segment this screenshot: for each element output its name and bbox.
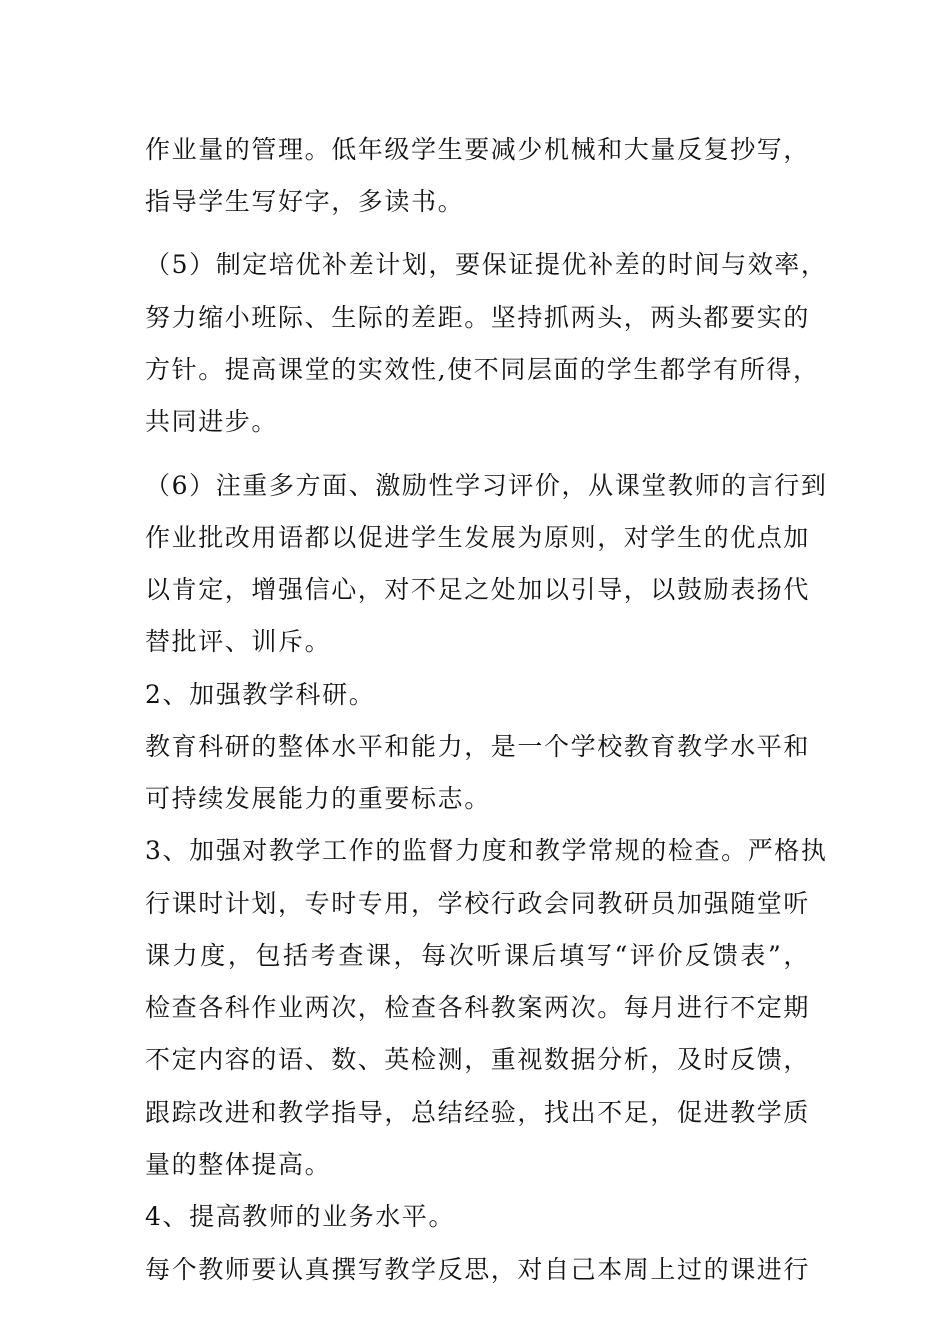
text-line: 跟踪改进和教学指导，总结经验，找出不足，促进教学质: [145, 1098, 811, 1127]
section-heading: 4、提高教师的业务水平。: [145, 1202, 456, 1231]
text-line: 不定内容的语、数、英检测，重视数据分析，及时反馈，: [145, 1045, 811, 1074]
text-line: 检查各科作业两次，检查各科教案两次。每月进行不定期: [145, 993, 811, 1022]
text-line: 指导学生写好字，多读书。: [145, 187, 465, 216]
text-line: 努力缩小班际、生际的差距。坚持抓两头，两头都要实的: [145, 303, 811, 332]
text-line: 量的整体提高。: [145, 1150, 332, 1179]
text-line: 每个教师要认真撰写教学反思，对自己本周上过的课进行: [145, 1255, 811, 1284]
text-line: 方针。提高课堂的实效性,使不同层面的学生都学有所得，: [145, 355, 820, 384]
text-line: 以肯定，增强信心，对不足之处加以引导，以鼓励表扬代: [145, 575, 811, 604]
section-heading: 3、加强对教学工作的监督力度和教学常规的检查。严格执: [145, 836, 828, 865]
text-line: 教育科研的整体水平和能力，是一个学校教育教学水平和: [145, 732, 811, 761]
text-line: 可持续发展能力的重要标志。: [145, 784, 491, 813]
text-line: 替批评、训斥。: [145, 627, 332, 656]
text-line: 作业量的管理。低年级学生要减少机械和大量反复抄写，: [145, 135, 811, 164]
section-heading: 2、加强教学科研。: [145, 680, 376, 709]
text-line: 作业批改用语都以促进学生发展为原则，对学生的优点加: [145, 523, 811, 552]
text-line: （6）注重多方面、激励性学习评价，从课堂教师的言行到: [145, 471, 828, 500]
text-line: 共同进步。: [145, 407, 279, 436]
text-line: 课力度，包括考查课，每次听课后填写“评价反馈表”，: [145, 941, 810, 970]
text-line: （5）制定培优补差计划，要保证提优补差的时间与效率，: [145, 250, 828, 279]
text-line: 行课时计划，专时专用，学校行政会同教研员加强随堂听: [145, 889, 811, 918]
